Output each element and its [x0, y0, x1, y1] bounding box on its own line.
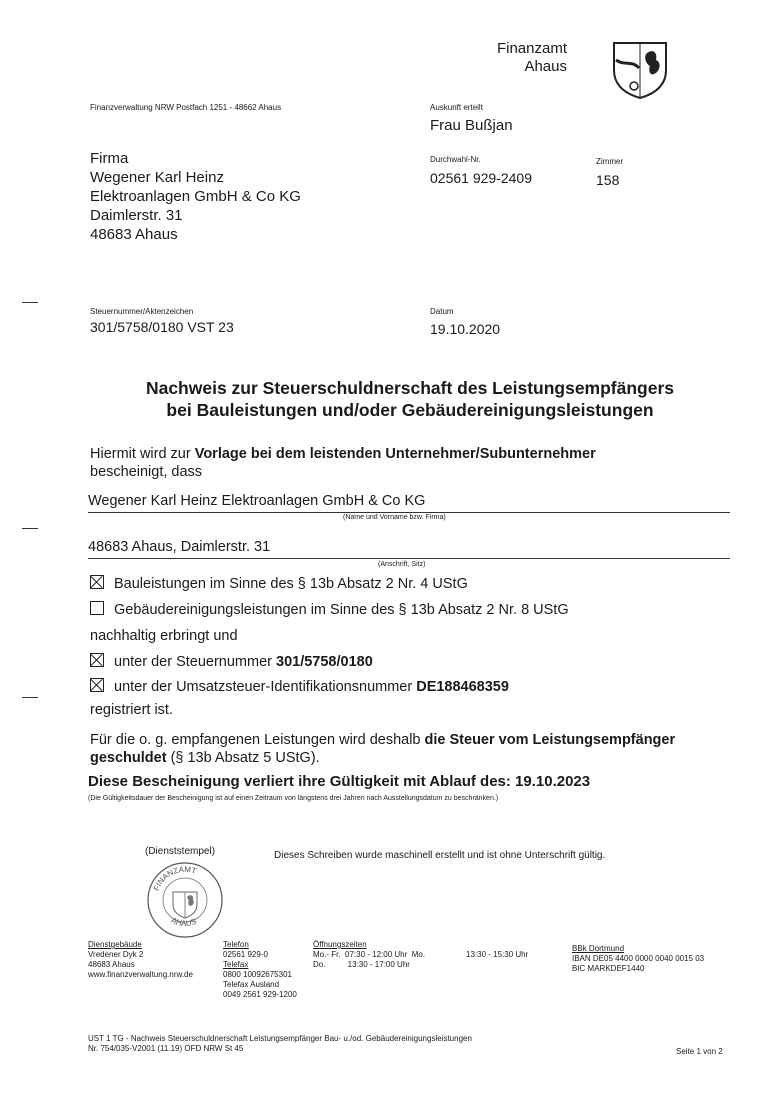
- title-line2: bei Bauleistungen und/oder Gebäudereinigungsleistungen: [166, 400, 654, 420]
- intro-emphasis: Vorlage bei dem leistenden Unternehmer/Subunternehmer: [194, 446, 596, 462]
- sender-line: Finanzverwaltung NRW Postfach 1251 - 48662 Ahaus: [90, 103, 282, 112]
- registration-label: unter der Steuernummer: [114, 654, 276, 670]
- footer-building: [88, 940, 193, 980]
- room-value: 158: [596, 172, 620, 188]
- registration-vat-id: [90, 678, 509, 696]
- conclusion-emphasis: die Steuer vom Leistungsempfänger: [424, 732, 676, 748]
- registration-value: DE188468359: [416, 679, 509, 695]
- document-title: [60, 377, 760, 421]
- footer-fax-value: 0800 10092675301: [223, 970, 292, 979]
- option-construction: [90, 575, 468, 593]
- validity-statement: Diese Bescheinigung verliert ihre Gültigkeit mit Ablauf des: 19.10.2023: [88, 773, 591, 790]
- recipient-line1: Firma: [90, 150, 129, 167]
- registration-tax-number: [90, 653, 373, 671]
- footer-bank-bic: BIC MARKDEF1440: [572, 964, 645, 973]
- footer-building-label: Dienstgebäude: [88, 940, 142, 949]
- conclusion-part: (§ 13b Absatz 5 UStG).: [166, 750, 320, 766]
- option-cleaning: [90, 601, 569, 619]
- machine-note: Dieses Schreiben wurde maschinell erstellt und ist ohne Unterschrift gültig.: [274, 850, 606, 861]
- company-address: 48683 Ahaus, Daimlerstr. 31: [88, 539, 271, 555]
- stamp-label: (Dienststempel): [145, 846, 216, 857]
- validity-note: (Die Gültigkeitsdauer der Bescheinigung ist auf einen Zeitraum von längstens drei Jahren nach Ausstellungsdatum zu beschränken.): [88, 795, 499, 802]
- footer-bank-label: BBk Dortmund: [572, 944, 625, 953]
- footer-building-line: Vredener Dyk 2: [88, 950, 144, 959]
- recipient-line3: Elektroanlagen GmbH & Co KG: [90, 188, 301, 205]
- conclusion-part: Für die o. g. empfangenen Leistungen wird deshalb: [90, 732, 425, 748]
- intro-text: [90, 445, 710, 481]
- option-construction-label: Bauleistungen im Sinne des § 13b Absatz 2 Nr. 4 UStG: [114, 576, 468, 592]
- form-reference-line: UST 1 TG - Nachweis Steuerschuldnerschaft Leistungsempfänger Bau- u./od. Gebäudereinigungsleistungen: [88, 1034, 472, 1043]
- tax-number-value: 301/5758/0180 VST 23: [90, 319, 234, 335]
- registered-text: registriert ist.: [90, 702, 173, 718]
- recipient-address: [90, 149, 301, 244]
- seal-text-bottom: AHAUS: [169, 915, 198, 929]
- nrw-coat-of-arms-icon: [610, 40, 670, 100]
- footer-hours-line: Do. 13:30 - 17:00 Uhr: [313, 960, 410, 969]
- recipient-line4: Daimlerstr. 31: [90, 207, 183, 224]
- tax-office-line1: Finanzamt: [496, 40, 567, 57]
- checkbox-construction[interactable]: [90, 575, 104, 589]
- date-label: Datum: [430, 307, 454, 316]
- phone-value: 02561 929-2409: [430, 170, 532, 186]
- registration-label: unter der Umsatzsteuer-Identifikationsnummer: [114, 679, 417, 695]
- option-cleaning-label: Gebäudereinigungsleistungen im Sinne des § 13b Absatz 2 Nr. 8 UStG: [114, 602, 569, 618]
- hole-mark: [22, 528, 38, 529]
- conclusion-emphasis: geschuldet: [90, 750, 167, 766]
- footer-phone-value: 02561 929-0: [223, 950, 268, 959]
- recipient-line2: Wegener Karl Heinz: [90, 169, 224, 186]
- footer-fax-abroad-label: Telefax Ausland: [223, 980, 280, 989]
- recipient-line5: 48683 Ahaus: [90, 226, 178, 243]
- footer-fax-abroad-value: 0049 2561 929-1200: [223, 990, 297, 999]
- fold-mark: [22, 302, 38, 303]
- room-label: Zimmer: [596, 157, 624, 166]
- form-reference-line: Nr. 754/035-V2001 (11.19) OFD NRW St 45: [88, 1044, 244, 1053]
- footer-building-line: 48683 Ahaus: [88, 960, 135, 969]
- footer-hours: [313, 940, 425, 970]
- tax-office-name: [470, 40, 567, 76]
- info-label: Auskunft erteilt: [430, 103, 483, 112]
- footer-fax-label: Telefax: [223, 960, 249, 969]
- footer-phone-label: Telefon: [223, 940, 249, 949]
- conclusion-text: [90, 731, 750, 767]
- page-number: Seite 1 von 2: [676, 1047, 723, 1056]
- official-seal: [145, 860, 225, 940]
- tax-office-line2: Ahaus: [524, 58, 567, 75]
- date-value: 19.10.2020: [430, 321, 501, 337]
- footer-hours-monday: 13:30 - 15:30 Uhr: [466, 950, 529, 959]
- checkbox-cleaning[interactable]: [90, 601, 104, 615]
- footer-phone: [223, 940, 297, 1000]
- checkbox-vat-id[interactable]: [90, 678, 104, 692]
- form-reference: [88, 1034, 472, 1054]
- intro-part: bescheinigt, dass: [90, 464, 203, 480]
- address-underline: [88, 558, 730, 559]
- phone-label: Durchwahl-Nr.: [430, 155, 481, 164]
- footer-website[interactable]: www.finanzverwaltung.nrw.de: [88, 970, 193, 979]
- checkbox-tax-number[interactable]: [90, 653, 104, 667]
- fold-mark: [22, 697, 38, 698]
- sustained-text: nachhaltig erbringt und: [90, 628, 238, 644]
- footer-hours-label: Öffnungszeiten: [313, 940, 367, 949]
- title-line1: Nachweis zur Steuerschuldnerschaft des Leistungsempfängers: [145, 378, 675, 398]
- info-name: Frau Bußjan: [430, 117, 513, 134]
- company-caption: (Name und Vorname bzw. Firma): [343, 514, 446, 521]
- company-name: Wegener Karl Heinz Elektroanlagen GmbH & Co KG: [88, 493, 426, 509]
- tax-number-label: Steuernummer/Aktenzeichen: [90, 307, 194, 316]
- address-caption: (Anschrift, Sitz): [378, 561, 426, 568]
- seal-text-top: FINANZAMT: [151, 864, 198, 893]
- footer-bank-iban: IBAN DE05 4400 0000 0040 0015 03: [572, 954, 705, 963]
- footer-hours-line: Mo.- Fr. 07:30 - 12:00 Uhr Mo.: [313, 950, 426, 959]
- intro-part: Hiermit wird zur: [90, 446, 195, 462]
- footer-bank: [572, 944, 704, 974]
- company-underline: [88, 512, 730, 513]
- registration-value: 301/5758/0180: [276, 654, 373, 670]
